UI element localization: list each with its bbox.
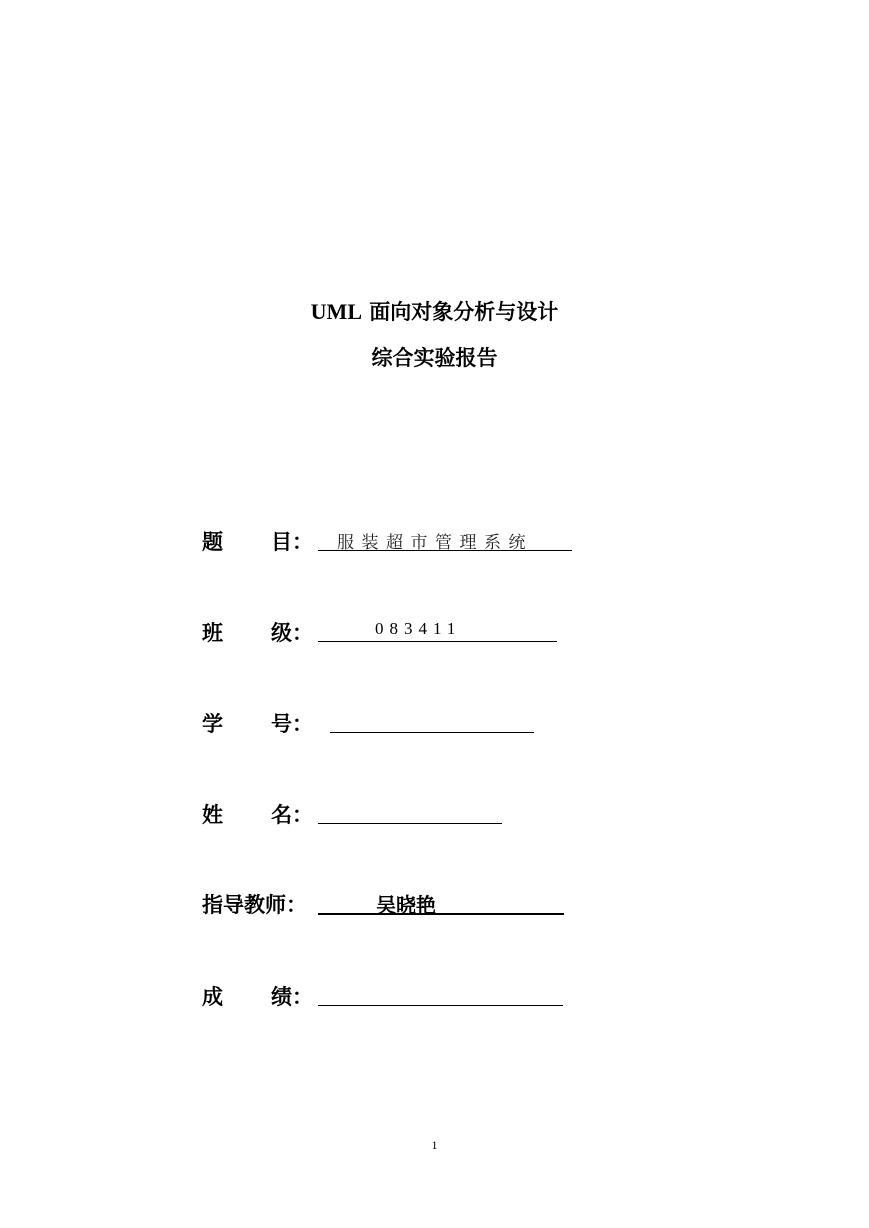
field-topic: 题 目： 服装超市管理系统	[202, 526, 842, 558]
field-advisor: 指导教师： 吴晓艳	[202, 889, 842, 921]
field-advisor-underline	[318, 889, 564, 915]
field-student-id-underline	[330, 708, 534, 733]
report-title-text: 面向对象分析与设计	[362, 300, 559, 324]
field-class: 班 级： 083411	[202, 617, 842, 649]
report-title	[0, 296, 869, 326]
report-title-prefix: UML	[310, 299, 362, 324]
field-name-underline	[318, 799, 502, 824]
page-number: 1	[431, 1138, 438, 1152]
field-advisor-value: 吴晓艳	[376, 893, 436, 917]
field-name: 姓 名：	[202, 799, 842, 831]
report-subtitle: 综合实验报告	[371, 346, 498, 370]
field-topic-underline	[318, 526, 572, 551]
field-class-underline	[318, 617, 557, 642]
field-topic-value: 服装超市管理系统	[337, 533, 533, 553]
field-grade: 成 绩：	[202, 981, 842, 1013]
field-student-id: 学 号：	[202, 708, 842, 740]
field-class-value: 083411	[375, 619, 462, 638]
field-grade-underline	[318, 981, 563, 1006]
